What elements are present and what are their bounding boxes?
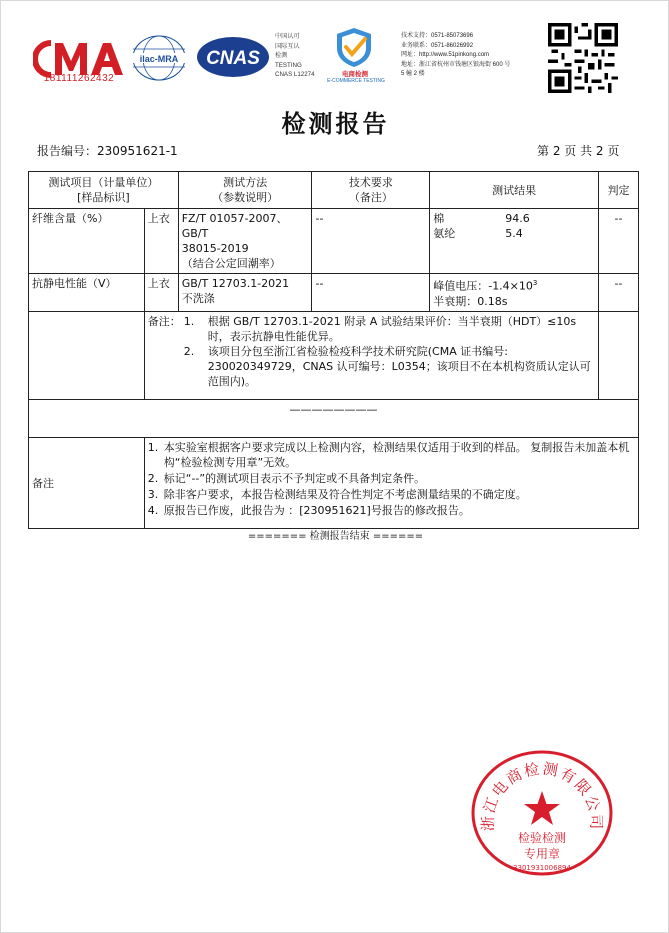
star-icon (524, 791, 560, 825)
contact-info (401, 32, 541, 80)
notes-label: 备注： (147, 315, 181, 328)
separator-cell (29, 400, 639, 438)
cnas-text: CNAS (206, 48, 260, 69)
method-text: （结合公定回潮率） (181, 257, 281, 270)
notes-cell (144, 312, 598, 400)
requirement-cell: -- (312, 274, 430, 312)
remark-item (148, 471, 635, 486)
shield-check-icon (329, 26, 379, 68)
report-end-marker: ======= 检测报告结束 ====== (247, 531, 424, 542)
header-item (29, 172, 179, 209)
result-value: 94.6 (505, 212, 530, 225)
remark-item (148, 503, 635, 518)
item-cell: 抗静电性能（V） (29, 274, 145, 312)
header-text: （备注） (348, 191, 393, 204)
remark-text: 本实验室根据客户要求完成以上检测内容，检测结果仅适用于收到的样品。 复制报告未加盖本机构“检验检测专用章”无效。 (163, 441, 630, 469)
contact-line: 业务联系：0571-86026992 (401, 42, 474, 49)
header-judgement: 判定 (599, 172, 639, 209)
contact-line: 5 幢 2 楼 (401, 71, 425, 77)
separator-row (29, 400, 639, 438)
result-text: 半衰期：0.18s (433, 294, 508, 308)
report-title: 检测报告 (281, 109, 390, 138)
result-label: 氨纶 (433, 227, 456, 240)
cma-number: 181111262432 (43, 73, 115, 84)
blank-cell (599, 312, 639, 400)
remark-item (148, 487, 635, 502)
table-header-row (29, 172, 639, 209)
remarks-row (29, 438, 639, 529)
table-row (29, 209, 639, 274)
cert-line: CNAS L12274 (275, 71, 315, 78)
header-text: [样品标识] (77, 191, 130, 204)
cert-line: TESTING (275, 61, 302, 69)
header-requirement (312, 172, 430, 209)
note-number: 2. (183, 345, 195, 358)
sample-cell: 上衣 (144, 209, 178, 274)
header-text: 技术要求 (348, 176, 393, 189)
seal-line1: 检验检测 (517, 831, 567, 845)
result-cell (430, 274, 599, 312)
method-text: 不洗涤 (181, 292, 215, 305)
remark-text: 除非客户要求，本报告检测结果及符合性判定不考虑测量结果的不确定度。 (163, 488, 527, 501)
remark-number: 2. (147, 472, 159, 485)
report-number: 报告编号：230951621-1 (37, 144, 178, 158)
method-cell (178, 274, 312, 312)
seal-number: 3301931006894 (513, 864, 571, 872)
remark-number: 1. (147, 441, 159, 454)
remark-number: 4. (147, 504, 159, 517)
contact-line: 网址：http://www.51pinkong.com (401, 52, 490, 58)
remarks-list (148, 440, 635, 518)
ilac-text: ilac-MRA (139, 54, 179, 64)
header-text: （参数说明） (212, 191, 279, 204)
qr-code-icon (548, 23, 618, 93)
method-cell (178, 209, 312, 274)
result-label: 棉 (433, 212, 445, 225)
method-text: 38015-2019 (181, 242, 249, 255)
requirement-cell: -- (312, 209, 430, 274)
item-cell: 纤维含量（%） (29, 209, 145, 274)
contact-line: 技术支持：0571-85073696 (401, 33, 474, 39)
separator-line: ———————— (289, 403, 378, 416)
page-indicator: 第 2 页 共 2 页 (537, 144, 620, 158)
judgement-cell: -- (599, 209, 639, 274)
notes-row (29, 312, 639, 400)
remarks-cell (144, 438, 638, 529)
remark-text: 原报告已作废，此报告为 ：[230951621]号报告的修改报告。 (163, 504, 470, 517)
accreditation-text (275, 32, 315, 80)
method-text: GB/T 12703.1-2021 (181, 277, 290, 290)
result-text: 峰值电压：-1.4×10 (433, 279, 533, 293)
ilac-mra-logo (129, 33, 189, 83)
cert-line: 检测 (275, 52, 288, 59)
header-result: 测试结果 (430, 172, 599, 209)
sample-cell: 上衣 (144, 274, 178, 312)
note-number: 1. (183, 315, 195, 328)
note-text: 该项目分包至浙江省检验检疫科学技术研究院(CMA 证书编号: 230020349729，CNAS 认可编号：L0354；该项目不在本机构资质认定认可范围内)。 (207, 345, 591, 388)
ec-label: 电商检测 (342, 71, 368, 78)
remark-item (148, 440, 635, 470)
ec-sublabel: E-COMMERCE TESTING (327, 78, 385, 84)
official-seal (471, 749, 613, 877)
exponent: 3 (532, 279, 538, 287)
cnas-logo (195, 35, 271, 79)
contact-line: 地址：浙江省杭州市钱塘区银海街 600 号 (401, 61, 511, 68)
header-text: 测试项目（计量单位） (48, 176, 159, 189)
note-item (184, 314, 595, 344)
judgement-cell: -- (599, 274, 639, 312)
remark-number: 3. (147, 488, 159, 501)
result-cell (430, 209, 599, 274)
seal-line2: 专用章 (523, 847, 561, 861)
seal-company: 浙江电商检测有限公司 (478, 759, 606, 832)
header-text: 测试方法 (223, 176, 268, 189)
header-method (178, 172, 312, 209)
table-row (29, 274, 639, 312)
remark-text: 标记“--”的测试项目表示不予判定或不具备判定条件。 (163, 472, 426, 485)
cert-line: 国际互认 (275, 42, 300, 50)
method-text: FZ/T 01057-2007、GB/T (181, 212, 288, 240)
results-table (28, 171, 639, 529)
note-item (184, 344, 595, 389)
notes-list (184, 314, 595, 389)
remarks-label: 备注 (29, 438, 145, 529)
result-value: 5.4 (505, 227, 523, 240)
cert-line: 中国认可 (275, 33, 300, 40)
note-text: 根据 GB/T 12703.1-2021 附录 A 试验结果评价：当半衰期（HDT）≤10s 时，表示抗静电性能优异。 (207, 315, 577, 343)
blank-cell (29, 312, 145, 400)
